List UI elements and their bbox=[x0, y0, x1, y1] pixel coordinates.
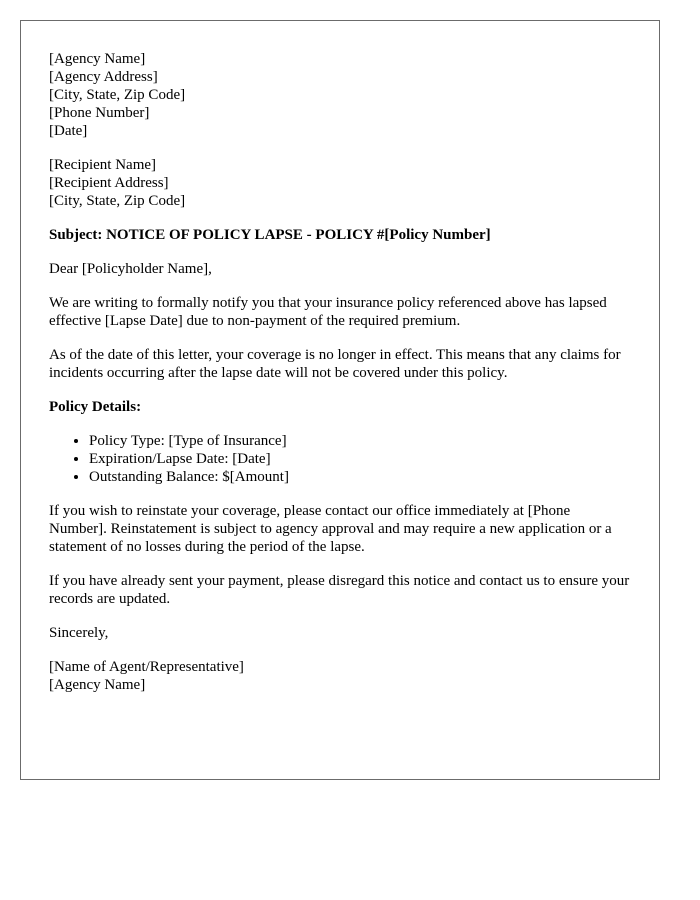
sender-agency-address: [Agency Address] bbox=[49, 69, 158, 85]
sender-phone: [Phone Number] bbox=[49, 105, 150, 121]
signature-block bbox=[49, 658, 631, 694]
list-item: • Expiration/Lapse Date: [Date] bbox=[89, 450, 631, 468]
sender-address-block bbox=[49, 50, 631, 140]
recipient-name: [Recipient Name] bbox=[49, 157, 157, 173]
recipient-city-state-zip: [City, State, Zip Code] bbox=[49, 193, 186, 209]
sender-agency-name: [Agency Name] bbox=[49, 51, 146, 67]
letter-page bbox=[20, 20, 660, 780]
letter-date: [Date] bbox=[49, 123, 88, 139]
body-paragraph: If you have already sent your payment, please disregard this notice and contact us to ensure your records are updated. bbox=[49, 573, 630, 607]
list-item: • Policy Type: [Type of Insurance] bbox=[89, 432, 631, 450]
subject-line: Subject: NOTICE OF POLICY LAPSE - POLICY #[Policy Number] bbox=[49, 227, 491, 243]
policy-details-heading: Policy Details: bbox=[49, 399, 142, 415]
signature-name: [Name of Agent/Representative] bbox=[49, 659, 244, 675]
sender-city-state-zip: [City, State, Zip Code] bbox=[49, 87, 186, 103]
body-paragraph: As of the date of this letter, your coverage is no longer in effect. This means that any claims for incidents occurring after the lapse date will not be covered under this policy. bbox=[49, 347, 621, 381]
body-paragraph: If you wish to reinstate your coverage, please contact our office immediately at [Phone Number]. Reinstatement is subject to agency approval and may require a new application or a statement of no losses during the period of the lapse. bbox=[49, 503, 612, 555]
policy-details-list bbox=[49, 432, 631, 486]
body-paragraph: We are writing to formally notify you that your insurance policy referenced above has lapsed effective [Lapse Date] due to non-payment of the required premium. bbox=[49, 295, 607, 329]
recipient-address: [Recipient Address] bbox=[49, 175, 169, 191]
list-item: • Outstanding Balance: $[Amount] bbox=[89, 468, 631, 486]
recipient-address-block bbox=[49, 156, 631, 210]
signature-agency: [Agency Name] bbox=[49, 677, 146, 693]
salutation: Dear [Policyholder Name], bbox=[49, 261, 212, 277]
sign-off: Sincerely, bbox=[49, 625, 109, 641]
